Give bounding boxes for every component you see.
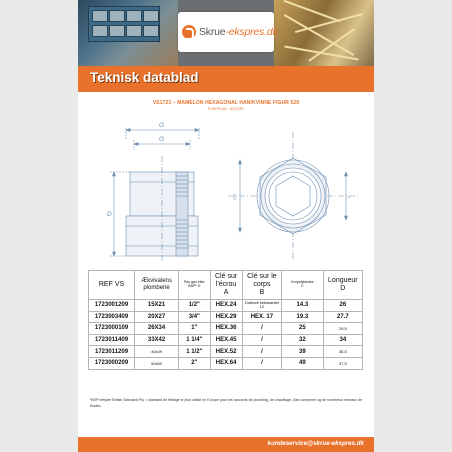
table-row — [89, 323, 363, 335]
column-header-line: Longueur — [328, 277, 358, 285]
logo-icon — [182, 25, 196, 39]
column-header — [135, 271, 179, 300]
column-header-line: Pas gaz eller — [183, 280, 205, 285]
cell-b: / — [242, 334, 281, 346]
cell-c: 49 — [282, 357, 324, 369]
brand-logo[interactable] — [178, 12, 278, 52]
cell-a: HEX.29 — [210, 311, 242, 323]
header-hero — [78, 0, 374, 66]
cell-equiv: 40x49 — [135, 346, 179, 358]
cell-ref: 1723011409 — [89, 334, 135, 346]
column-header — [282, 271, 324, 300]
cell-b: HEX. 17 — [242, 311, 281, 323]
cell-b: / — [242, 357, 281, 369]
dimension-label-l: L — [346, 195, 351, 198]
table-row — [89, 357, 363, 369]
column-header — [210, 271, 242, 300]
cell-c: 19.3 — [282, 311, 324, 323]
cell-c: 32 — [282, 334, 324, 346]
datasheet-page — [78, 0, 374, 452]
technical-drawing — [78, 116, 374, 266]
cell-bsp: 3/4" — [179, 311, 210, 323]
dimension-label-g-top: G — [159, 122, 165, 129]
cell-equiv: 33X42 — [135, 334, 179, 346]
column-header-line: l'écrou — [215, 281, 237, 289]
cell-d: 37,5 — [323, 357, 362, 369]
table-row — [89, 346, 363, 358]
column-header-line: A — [223, 288, 229, 296]
cell-b: / — [242, 346, 281, 358]
bsp-footnote: ¹BSP betyder British Standard Pip = standard de filetage le plus utilisé en Europe pour les raccords de plumbing, de chauffage, d'air comprimé og de nombreux réseaux de fluides. — [90, 398, 362, 408]
cell-b: Dobbelt sekskantet 12 — [242, 300, 281, 312]
column-header — [242, 271, 281, 300]
document-subtitle: FUSEPLAD - IDOOZK — [208, 107, 244, 111]
column-header-line: BSP¹ G — [188, 284, 201, 288]
cell-c: 39 — [282, 346, 324, 358]
column-header-line: D — [340, 285, 346, 292]
column-header — [179, 271, 210, 300]
dimension-label-d: D — [107, 211, 112, 218]
document-title: VS1723 – MAMELON HEXAGONAL HAN/KVINNE FIGUR 529 — [152, 100, 300, 106]
column-header-line: B — [259, 288, 265, 296]
cell-a: HEX.36 — [210, 323, 242, 335]
column-header-line: plomberie — [143, 285, 170, 291]
cell-equiv: 50x60 — [135, 357, 179, 369]
dimension-label-g-inner: G — [159, 136, 165, 143]
spec-table — [88, 270, 363, 370]
cell-bsp: 1 1/4" — [179, 334, 210, 346]
title-banner — [78, 66, 374, 92]
cell-b: / — [242, 323, 281, 335]
cell-bsp: 1/2" — [179, 300, 210, 312]
cell-a: HEX.24 — [210, 300, 242, 312]
column-header-line: corps — [253, 281, 271, 289]
cell-d: 35,5 — [323, 346, 362, 358]
tool-tray-illustration — [88, 6, 160, 42]
cell-equiv: 26X34 — [135, 323, 179, 335]
table-row — [89, 334, 363, 346]
tools-photo — [78, 0, 178, 66]
cell-a: HEX.64 — [210, 357, 242, 369]
cell-a: HEX.45 — [210, 334, 242, 346]
side-view-drawing — [110, 128, 199, 262]
cell-d: 27.7 — [323, 311, 362, 323]
column-header-line: REF VS — [98, 281, 125, 289]
cell-ref: 1723000109 — [89, 323, 135, 335]
table-row — [89, 311, 363, 323]
front-view-drawing — [228, 132, 358, 260]
cell-ref: 1723003409 — [89, 311, 135, 323]
column-header-line: Ækvivalens — [141, 278, 172, 285]
cell-bsp: 1 1/2" — [179, 346, 210, 358]
dimension-label-ch: CH — [232, 194, 237, 200]
table-row — [89, 300, 363, 312]
cell-d: 26 — [323, 300, 362, 312]
cell-c: 14.3 — [282, 300, 324, 312]
cell-equiv: 20X27 — [135, 311, 179, 323]
footer-bar — [78, 437, 374, 452]
column-header-line: C — [301, 284, 304, 288]
cell-bsp: 1" — [179, 323, 210, 335]
logo-text: Skrue-ekspres.dk — [199, 26, 278, 38]
column-header — [89, 271, 135, 300]
cell-d: 34 — [323, 334, 362, 346]
cell-ref: 1723011209 — [89, 346, 135, 358]
cell-ref: 1723001209 — [89, 300, 135, 312]
column-header — [323, 271, 362, 300]
cell-a: HEX.52 — [210, 346, 242, 358]
customer-service-email[interactable]: kundeservice@skrue-ekspres.dk — [267, 440, 364, 447]
column-header-line: Kropstykkelse — [291, 280, 314, 285]
cell-ref: 1723000209 — [89, 357, 135, 369]
table-header-row — [89, 271, 363, 300]
banner-title: Teknisk datablad — [90, 70, 199, 85]
column-header-line: Clé sur — [215, 273, 238, 281]
screws-photo — [274, 0, 374, 66]
cell-bsp: 2" — [179, 357, 210, 369]
column-header-line: Clé sur le — [247, 273, 277, 281]
cell-equiv: 15X21 — [135, 300, 179, 312]
cell-c: 25 — [282, 323, 324, 335]
cell-d: 29,5 — [323, 323, 362, 335]
